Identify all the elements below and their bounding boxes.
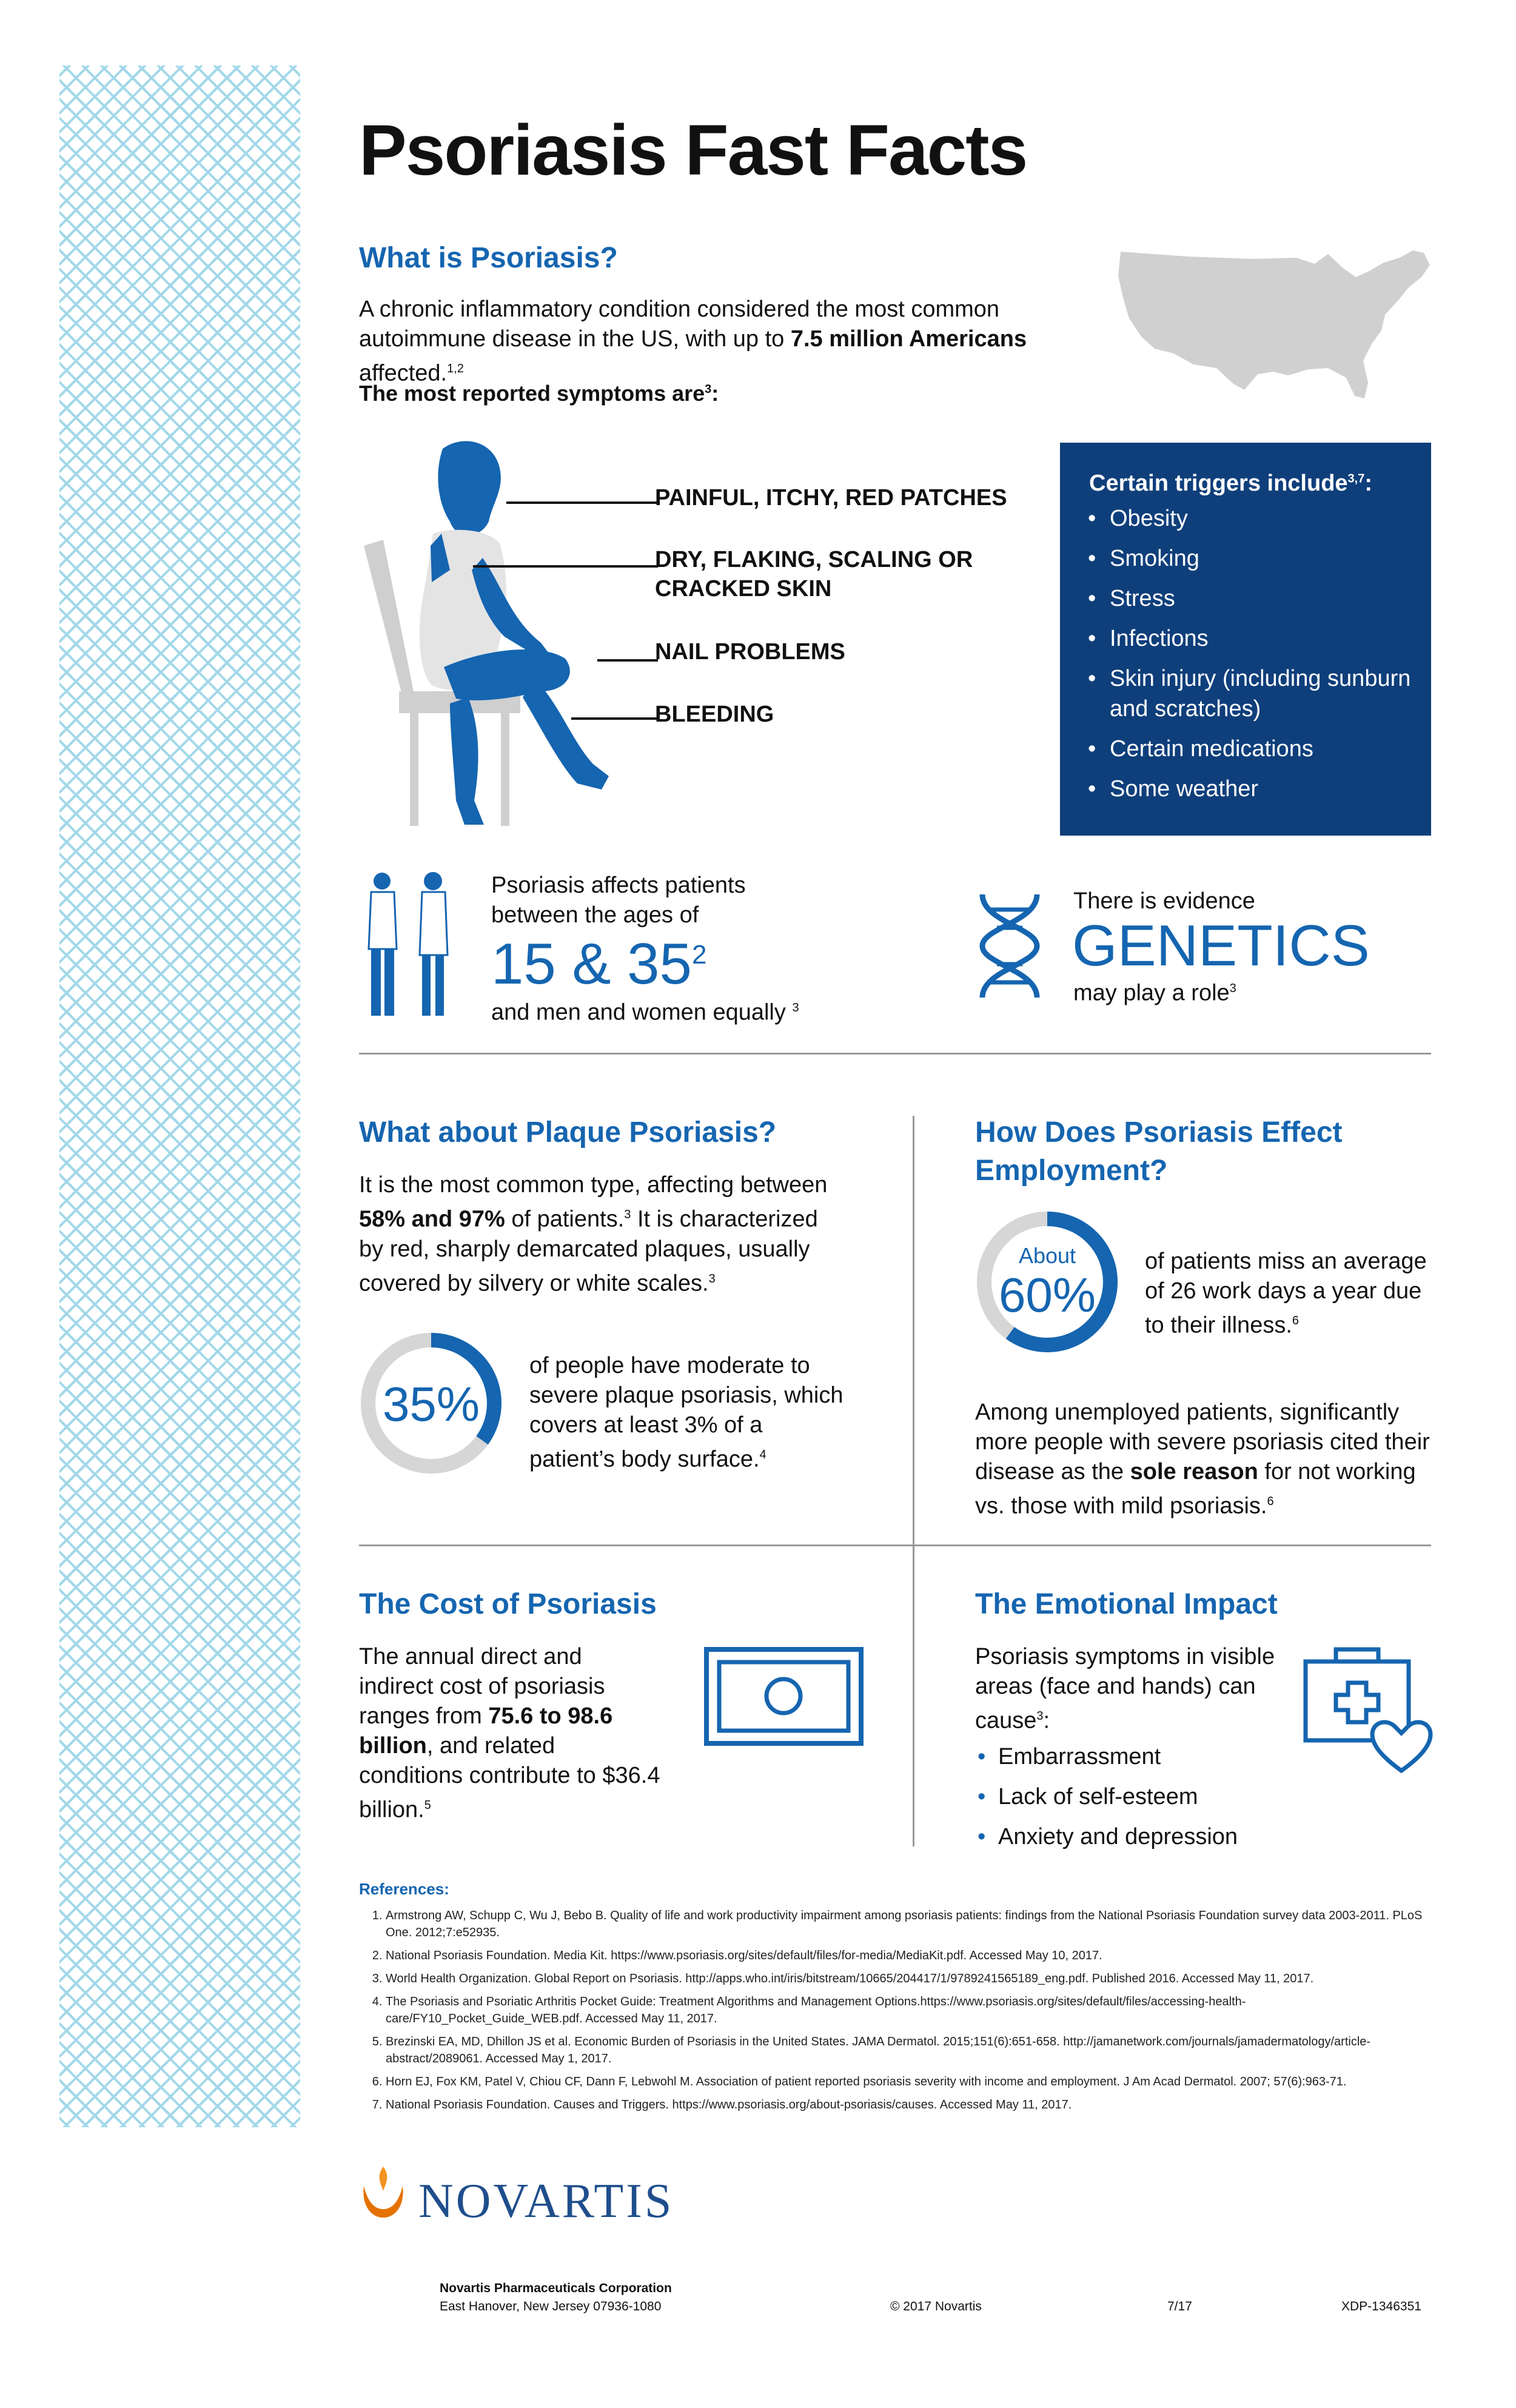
ages-line3: and men and women equally $^3$ <box>491 999 799 1025</box>
symptom-label: NAIL PROBLEMS <box>655 639 845 665</box>
list-item: • Infections <box>1081 623 1420 654</box>
decorative-pattern <box>59 65 300 2127</box>
emotional-text: Psoriasis symptoms in visible areas (face and hands) can cause$^3$: <box>975 1644 1275 1734</box>
emotional-heading: The Emotional Impact <box>975 1588 1278 1620</box>
patients-icon <box>357 870 460 1022</box>
employment-text: Among unemployed patients, significantly more people with severe psoriasis cited their disease as the sole reason for not working vs. those with mild psoriasis.$^6$ <box>975 1400 1430 1519</box>
list-item: 4. The Psoriasis and Psoriatic Arthritis Pocket Guide: Treatment Algorithms and Management Options.https://www.psoriasis.org/sites/default/files/accessing-health-care/FY10_Pocket_Guide_WEB.pdf. Accessed May 11, 2017. <box>386 1993 1438 2027</box>
money-bill-icon <box>703 1646 864 1746</box>
employment-stat: 60% <box>998 1268 1096 1322</box>
novartis-logo-icon <box>359 2162 408 2222</box>
list-item: • Obesity <box>1081 503 1420 534</box>
list-item: 5. Brezinski EA, MD, Dhillon JS et al. Economic Burden of Psoriasis in the United States. JAMA Dermatol. 2015;151(6):651-658. http://jamanetwork.com/journals/jamadermatology/article-abstract/2089061. Accessed May 1, 2017. <box>386 2033 1438 2067</box>
plaque-stat-text: of people have moderate to severe plaque psoriasis, which covers at least 3% of a patient’s body surface.$^4$ <box>529 1353 844 1472</box>
employment-about: About <box>1018 1243 1076 1268</box>
genetics-big: GENETICS <box>1072 913 1370 978</box>
triggers-box <box>1060 443 1431 836</box>
symptom-label: CRACKED SKIN <box>655 576 832 602</box>
employment-stat-text: of patients miss an average of 26 work days a year due to their illness.$^6$ <box>1145 1249 1427 1338</box>
ages-line1: Psoriasis affects patients <box>491 873 746 898</box>
plaque-text: It is the most common type, affecting between 58% and 97% of patients.$^3$ It is characterized by red, sharply demarcated plaques, usually covered by silvery or white scales.$^3$ <box>359 1172 828 1296</box>
symptom-label: DRY, FLAKING, SCALING OR <box>655 547 973 572</box>
references-heading: References: <box>359 1880 449 1898</box>
ages-line2: between the ages of <box>491 902 699 928</box>
woman-sitting-illustration <box>359 437 638 831</box>
medical-kit-heart-icon <box>1300 1643 1433 1777</box>
symptoms-heading: The most reported symptoms are$^3$: <box>359 381 719 406</box>
divider <box>913 1116 914 1846</box>
references <box>359 1880 1438 2119</box>
list-item: 1. Armstrong AW, Schupp C, Wu J, Bebo B. Quality of life and work productivity impairment among psoriasis patients: findings from the National Psoriasis Foundation survey data 2003-2011. PLoS One. 2012;7:e52935. <box>386 1907 1438 1941</box>
plaque-heading: What about Plaque Psoriasis? <box>359 1116 777 1149</box>
employment-heading-1: How Does Psoriasis Effect <box>975 1116 1343 1149</box>
symptom-label: PAINFUL, ITCHY, RED PATCHES <box>655 485 1007 511</box>
pointer-line <box>571 717 658 720</box>
list-item: 6. Horn EJ, Fox KM, Patel V, Chiou CF, Dann F, Lebwohl M. Association of patient reported psoriasis severity with income and employment. J Am Acad Dermatol. 2007; 57(6):963-71. <box>386 2073 1438 2090</box>
list-item: 7. National Psoriasis Foundation. Causes and Triggers. https://www.psoriasis.org/about-psoriasis/causes. Accessed May 11, 2017. <box>386 2096 1438 2113</box>
novartis-logo-text: NOVARTIS <box>418 2175 674 2228</box>
employment-heading-2: Employment? <box>975 1155 1168 1187</box>
what-is-heading: What is Psoriasis? <box>359 242 618 274</box>
cost-text: The annual direct and indirect cost of psoriasis ranges from 75.6 to 98.6 billion, and related conditions contribute to $36.4 billion.$^5$ <box>359 1644 660 1823</box>
list-item: • Smoking <box>1081 543 1420 574</box>
footer-date: 7/17 <box>1167 2299 1192 2313</box>
pointer-line <box>597 659 658 662</box>
list-item: • Anxiety and depression <box>975 1822 1278 1852</box>
pointer-line <box>473 565 658 568</box>
footer-company: Novartis Pharmaceuticals Corporation <box>440 2281 672 2295</box>
list-item: 2. National Psoriasis Foundation. Media Kit. https://www.psoriasis.org/sites/default/files/for-media/MediaKit.pdf. Accessed May 10, 2017. <box>386 1947 1438 1964</box>
triggers-heading: Certain triggers include$^{3,7}$: <box>1089 471 1373 496</box>
pointer-line <box>506 501 658 504</box>
triggers-list <box>1081 503 1420 814</box>
emotional-list <box>975 1742 1278 1862</box>
list-item: • Embarrassment <box>975 1742 1278 1772</box>
footer-copyright: © 2017 Novartis <box>890 2299 982 2313</box>
footer-address: East Hanover, New Jersey 07936-1080 <box>440 2299 662 2313</box>
dna-icon <box>976 891 1043 1001</box>
references-list <box>359 1907 1438 2113</box>
footer-code: XDP-1346351 <box>1341 2299 1421 2313</box>
page-title: Psoriasis Fast Facts <box>359 110 1027 190</box>
genetics-line2: may play a role$^3$ <box>1073 980 1236 1006</box>
symptom-label: BLEEDING <box>655 702 774 727</box>
divider <box>359 1053 1431 1055</box>
us-map-icon <box>1115 240 1433 404</box>
list-item: • Some weather <box>1081 774 1420 804</box>
list-item: 3. World Health Organization. Global Report on Psoriasis. http://apps.who.int/iris/bitstream/10665/204417/1/9789241565189_eng.pdf. Published 2016. Accessed May 11, 2017. <box>386 1970 1438 1987</box>
what-is-text: A chronic inflammatory condition considered the most common autoimmune disease in the US, with up to 7.5 million Americans affected.$^{1,2}$ <box>359 297 1027 386</box>
list-item: • Skin injury (including sunburn and scratches) <box>1081 663 1420 724</box>
genetics-line1: There is evidence <box>1073 888 1255 914</box>
divider <box>359 1544 1431 1546</box>
list-item: • Stress <box>1081 583 1420 614</box>
cost-heading: The Cost of Psoriasis <box>359 1588 657 1620</box>
plaque-stat: 35% <box>382 1377 480 1431</box>
ages-big: 15 & $35^2$ <box>491 931 707 996</box>
list-item: • Certain medications <box>1081 734 1420 764</box>
list-item: • Lack of self-esteem <box>975 1782 1278 1812</box>
